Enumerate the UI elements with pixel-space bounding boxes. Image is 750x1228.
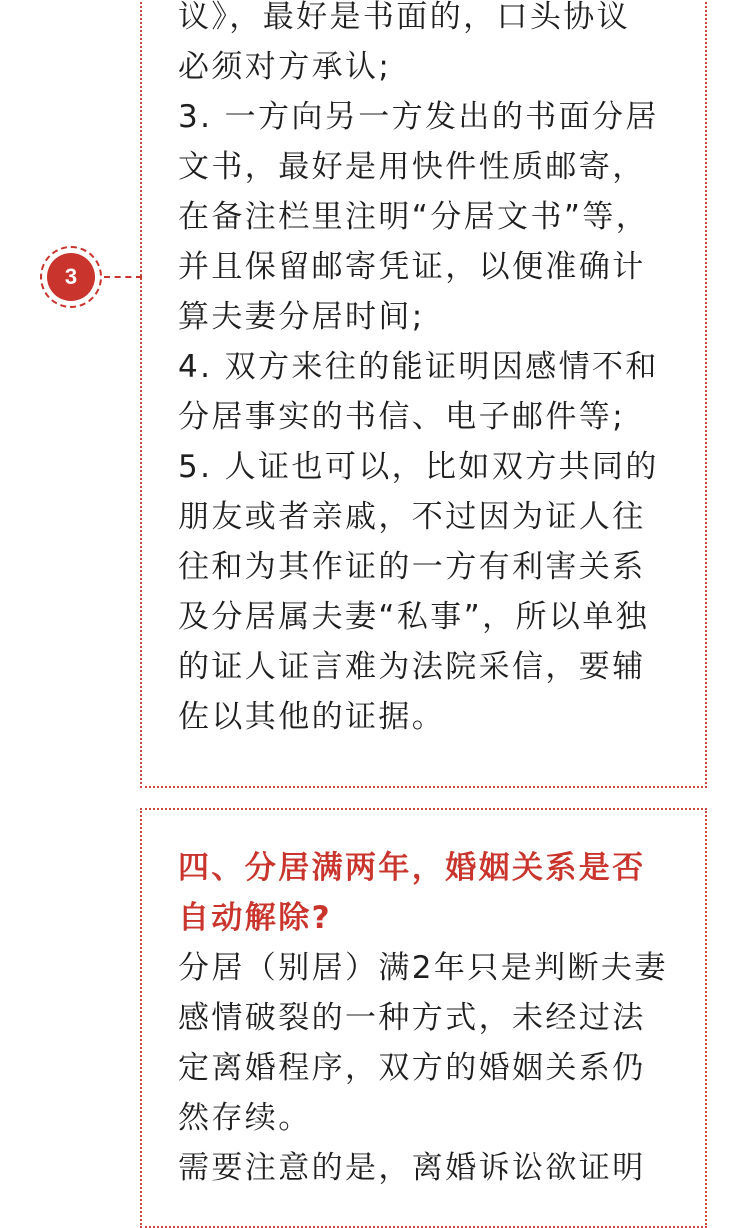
body-line: 必须对方承认; [178,49,392,85]
body-line: 文书，最好是用快件性质邮寄， [178,149,646,185]
section-heading [178,843,678,943]
body-line: 分居（别居）满2年只是判断夫妻 [178,950,668,986]
card-bottom-body [178,943,678,1193]
body-line: 定离婚程序，双方的婚姻关系仍 [178,1050,646,1086]
body-line: 感情破裂的一种方式，未经过法 [178,1000,646,1036]
body-line: 4. 双方来往的能证明因感情不和 [178,349,659,385]
body-line: 然存续。 [178,1100,312,1136]
body-line: 需要注意的是，离婚诉讼欲证明 [178,1150,646,1186]
body-line: 5. 人证也可以，比如双方共同的 [178,449,659,485]
card-top-body [178,0,678,742]
body-line: 往和为其作证的一方有利害关系 [178,549,646,585]
body-line: 议》，最好是书面的，口头协议 [178,0,631,35]
body-line: 算夫妻分居时间; [178,299,425,335]
dashed-connector [104,276,142,278]
heading-line: 自动解除? [178,900,332,936]
step-marker [40,246,102,308]
body-line: 3. 一方向另一方发出的书面分居 [178,99,659,135]
heading-line: 四、分居满两年，婚姻关系是否 [178,850,646,886]
body-line: 及分居属夫妻“私事”，所以单独 [178,599,650,635]
body-line: 并且保留邮寄凭证，以便准确计 [178,249,646,285]
body-line: 佐以其他的证据。 [178,699,446,735]
body-line: 朋友或者亲戚，不过因为证人往 [178,499,646,535]
body-line: 分居事实的书信、电子邮件等; [178,399,626,435]
step-number-badge: 3 [47,253,95,301]
content-card-bottom [140,808,707,1228]
body-line: 的证人证言难为法院采信，要辅 [178,649,646,685]
body-line: 在备注栏里注明“分居文书”等， [178,199,650,235]
content-card-top [140,0,707,788]
